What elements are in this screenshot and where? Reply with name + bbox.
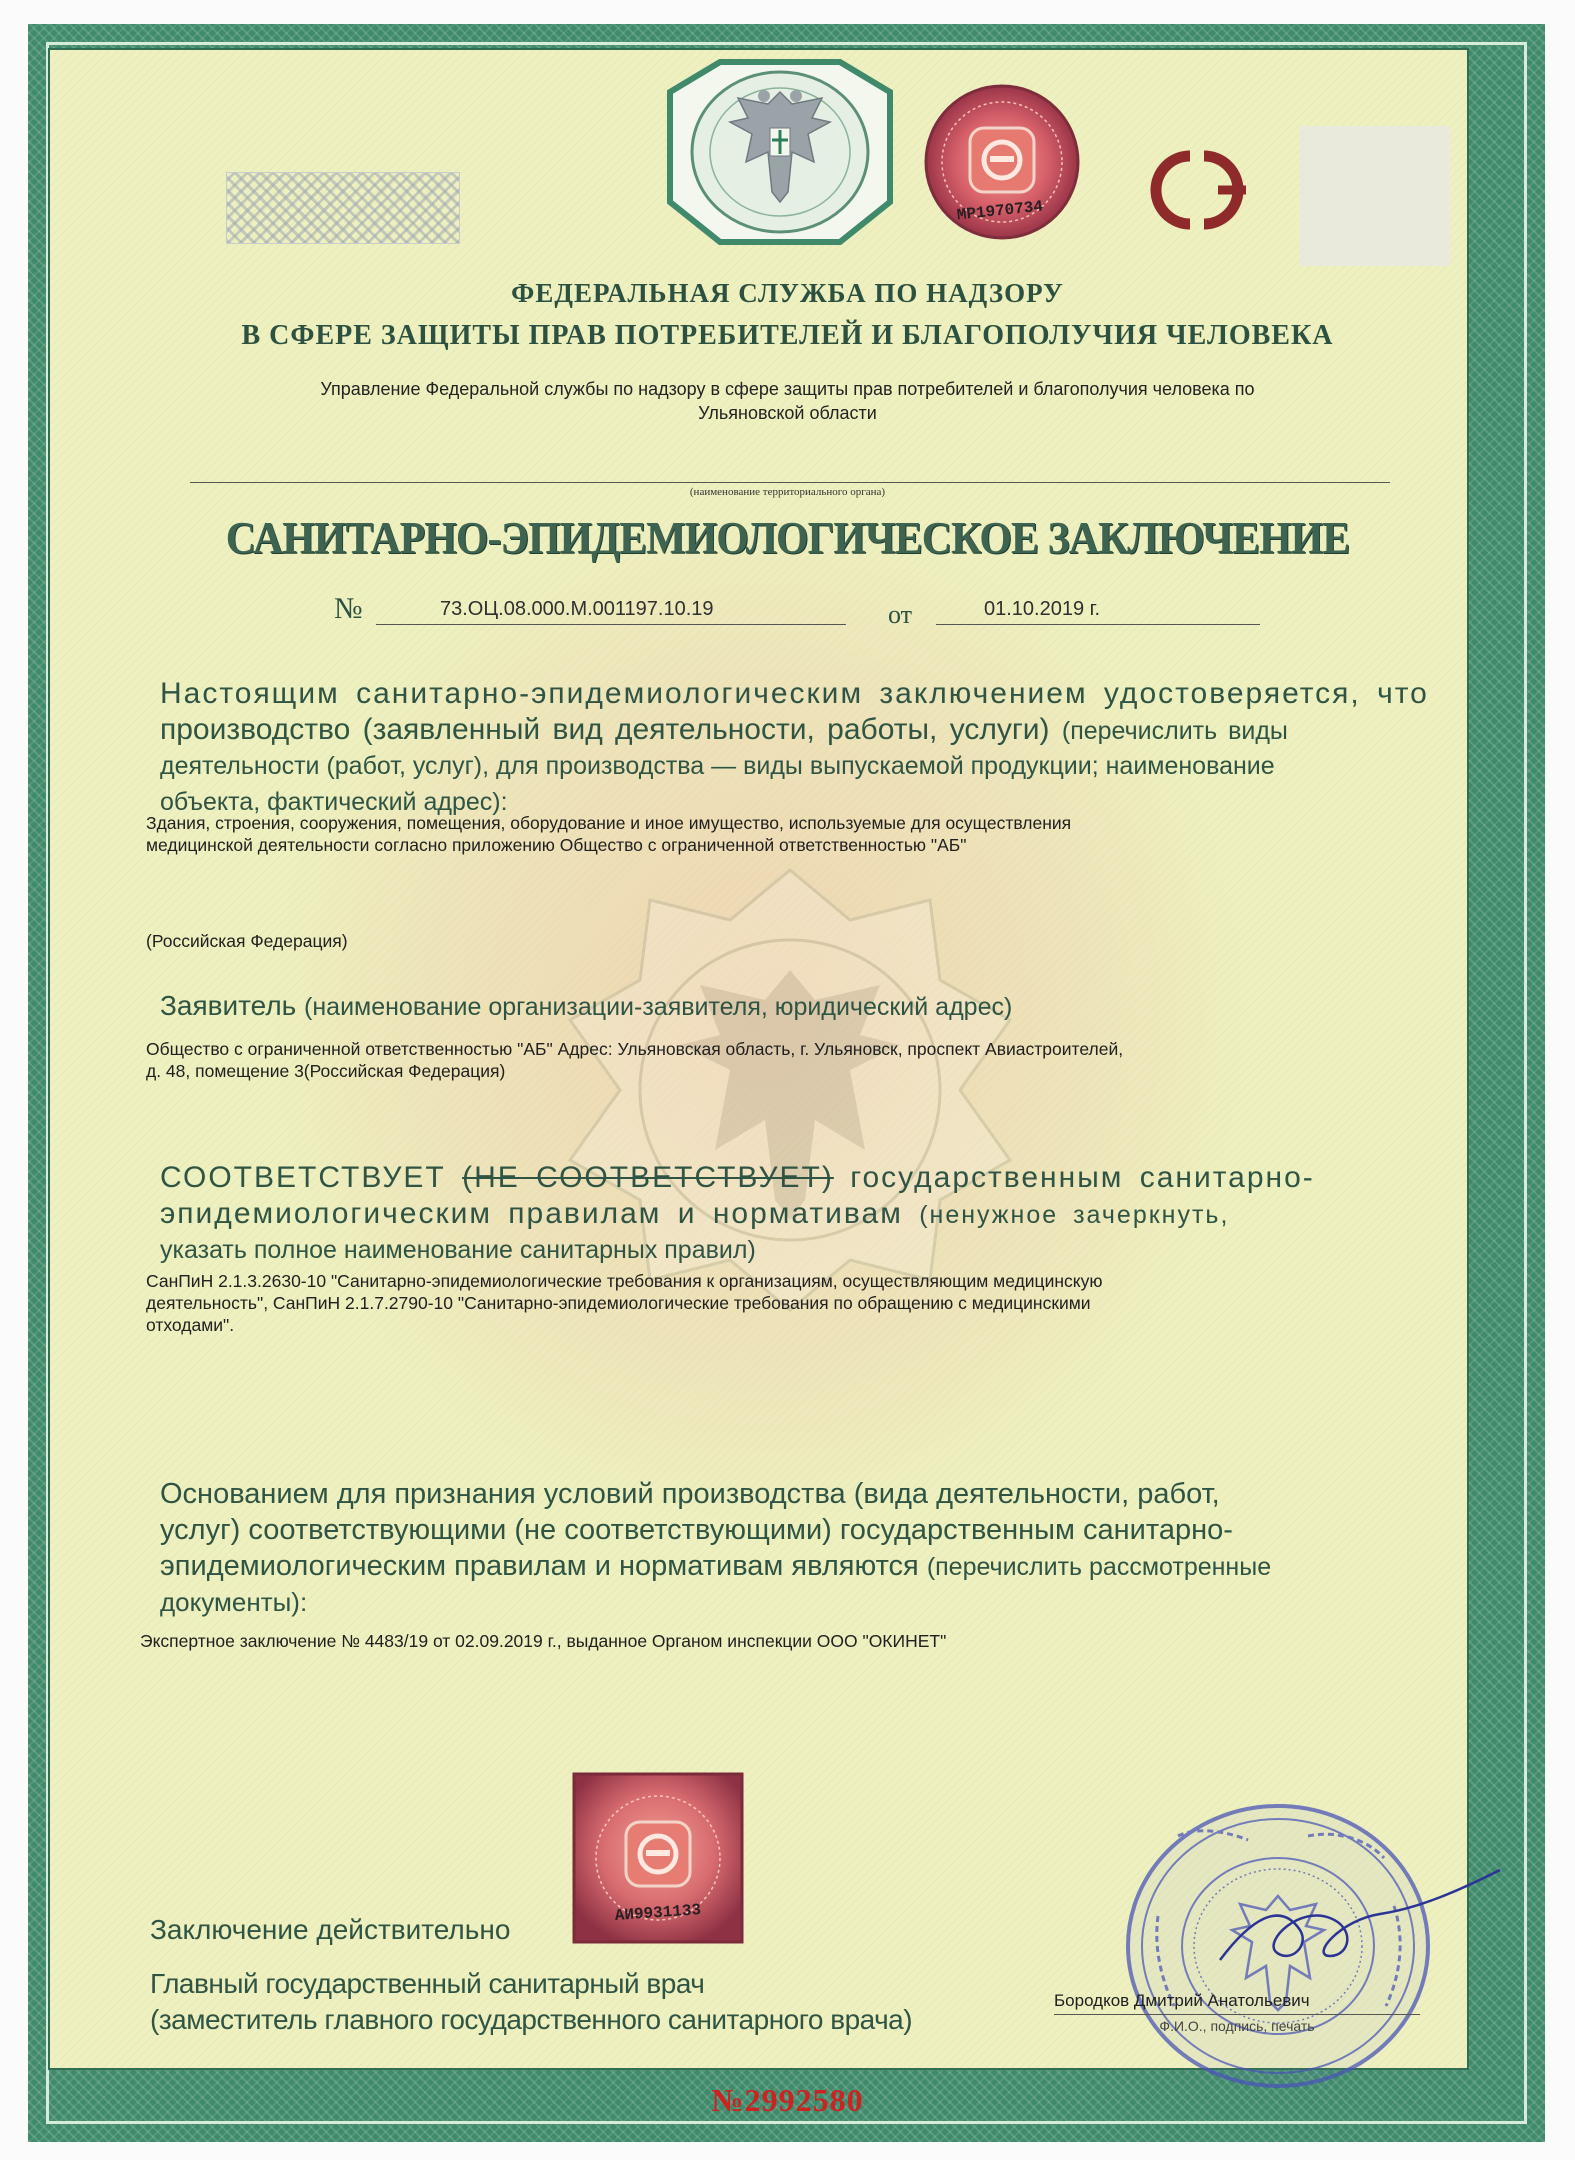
basis-typed-line1: Экспертное заключение № 4483/19 от 02.09.2019 г., выданное Органом инспекции ООО "ОКИНЕТ" bbox=[140, 1631, 947, 1651]
certify-line2-main: производство (заявленный вид деятельности, работы, услуги) bbox=[160, 713, 1050, 746]
applicant-typed-line1: Общество с ограниченной ответственностью "АБ" Адрес: Ульяновская область, г. Ульяновск, проспект Авиастроителей, bbox=[146, 1039, 1124, 1059]
applicant-row bbox=[160, 988, 1012, 1025]
basis-line1: Основанием для признания условий производства (вида деятельности, работ, bbox=[160, 1478, 1220, 1510]
basis-line4: документы): bbox=[160, 1587, 308, 1617]
rules-typed-line1: СанПиН 2.1.3.2630-10 "Санитарно-эпидемиологические требования к организациям, осуществляющим медицинскую bbox=[146, 1271, 1103, 1291]
form-serial-number: №2992580 bbox=[711, 2082, 864, 2118]
basis-line3 bbox=[160, 1548, 1430, 1585]
certify-line4: объекта, фактический адрес): bbox=[160, 788, 508, 816]
conformity-rest: государственным санитарно- bbox=[850, 1161, 1315, 1194]
document-title: САНИТАРНО-ЭПИДЕМИОЛОГИЧЕСКОЕ ЗАКЛЮЧЕНИЕ bbox=[225, 513, 1350, 563]
conformity-no-struck: (НЕ СООТВЕТСТВУЕТ) bbox=[462, 1161, 834, 1194]
activity-country: (Российская Федерация) bbox=[146, 931, 348, 951]
agency-line1: Управление Федеральной службы по надзору в сфере защиты прав потребителей и благополучия человека по bbox=[320, 379, 1255, 399]
basis-line3-hint: (перечислить рассмотренные bbox=[926, 1553, 1272, 1581]
security-patch bbox=[1300, 126, 1450, 266]
activity-typed-line2: медицинской деятельности согласно приложению Общество с ограниченной ответственностью "АБ" bbox=[146, 835, 967, 855]
number-label: № bbox=[334, 592, 363, 625]
rules-typed-line3: отходами". bbox=[146, 1315, 235, 1335]
activity-typed-line1: Здания, строения, сооружения, помещения, оборудование и иное имущество, используемые для осуществления bbox=[146, 813, 1072, 833]
hologram-code: МР1970734 bbox=[956, 197, 1044, 225]
applicant-hint: (наименование организации-заявителя, юридический адрес) bbox=[304, 993, 1013, 1021]
certify-line3: деятельности (работ, услуг), для производства — виды выпускаемой продукции; наименование bbox=[160, 752, 1275, 780]
agency-caption: (наименование территориального органа) bbox=[689, 486, 886, 498]
signature-icon bbox=[1210, 1860, 1510, 1980]
emblem-icon bbox=[660, 52, 900, 252]
security-strip bbox=[226, 172, 460, 244]
bottom-hologram-code: АИ9931133 bbox=[614, 1901, 702, 1925]
conformity-line2-main: эпидемиологическим правилам и нормативам bbox=[160, 1197, 903, 1230]
chief-doctor-line1: Главный государственный санитарный врач bbox=[150, 1968, 705, 1999]
signer-underline bbox=[1054, 2014, 1420, 2015]
chief-doctor-line2: (заместитель главного государственного санитарного врача) bbox=[150, 2004, 913, 2035]
document-date: 01.10.2019 г. bbox=[984, 598, 1101, 620]
header-line1: ФЕДЕРАЛЬНАЯ СЛУЖБА ПО НАДЗОРУ bbox=[511, 278, 1064, 308]
header-line2: В СФЕРЕ ЗАЩИТЫ ПРАВ ПОТРЕБИТЕЛЕЙ И БЛАГОПОЛУЧИЯ ЧЕЛОВЕКА bbox=[241, 320, 1334, 351]
date-underline bbox=[936, 624, 1260, 625]
signer-caption: Ф.И.О., подпись, печать bbox=[1159, 2018, 1315, 2034]
certify-lead: Настоящим санитарно-эпидемиологическим заключением удостоверяется, что bbox=[160, 677, 1429, 710]
applicant-typed-line2: д. 48, помещение 3(Российская Федерация) bbox=[146, 1061, 506, 1081]
applicant-label: Заявитель bbox=[160, 990, 297, 1021]
signer-name: Бородков Дмитрий Анатольевич bbox=[1054, 1991, 1310, 2010]
conformity-line2-hint: (ненужное зачеркнуть, bbox=[919, 1201, 1230, 1229]
basis-line2: услуг) соответствующими (не соответствующими) государственным санитарно- bbox=[160, 1514, 1233, 1546]
document-number: 73.ОЦ.08.000.М.001197.10.19 bbox=[440, 598, 714, 620]
certify-line2-hint: (перечислить виды bbox=[1061, 717, 1288, 745]
conformity-yes: СООТВЕТСТВУЕТ bbox=[160, 1161, 446, 1194]
certify-line2 bbox=[160, 712, 1430, 749]
conformity-line3: указать полное наименование санитарных правил) bbox=[160, 1236, 756, 1264]
agency-underline bbox=[190, 482, 1390, 483]
number-underline bbox=[376, 624, 846, 625]
basis-line3-main: эпидемиологическим правилам и нормативам являются bbox=[160, 1550, 919, 1582]
date-label: от bbox=[888, 600, 913, 629]
se-logo bbox=[1128, 142, 1268, 238]
conformity-line2 bbox=[160, 1196, 1430, 1233]
agency-line2: Ульяновской области bbox=[698, 403, 877, 423]
conformity-line1 bbox=[160, 1160, 1430, 1196]
validity-label: Заключение действительно bbox=[150, 1914, 511, 1945]
rules-typed-line2: деятельность", СанПиН 2.1.7.2790-10 "Санитарно-эпидемиологические требования по обращению с медицинскими bbox=[146, 1293, 1091, 1313]
